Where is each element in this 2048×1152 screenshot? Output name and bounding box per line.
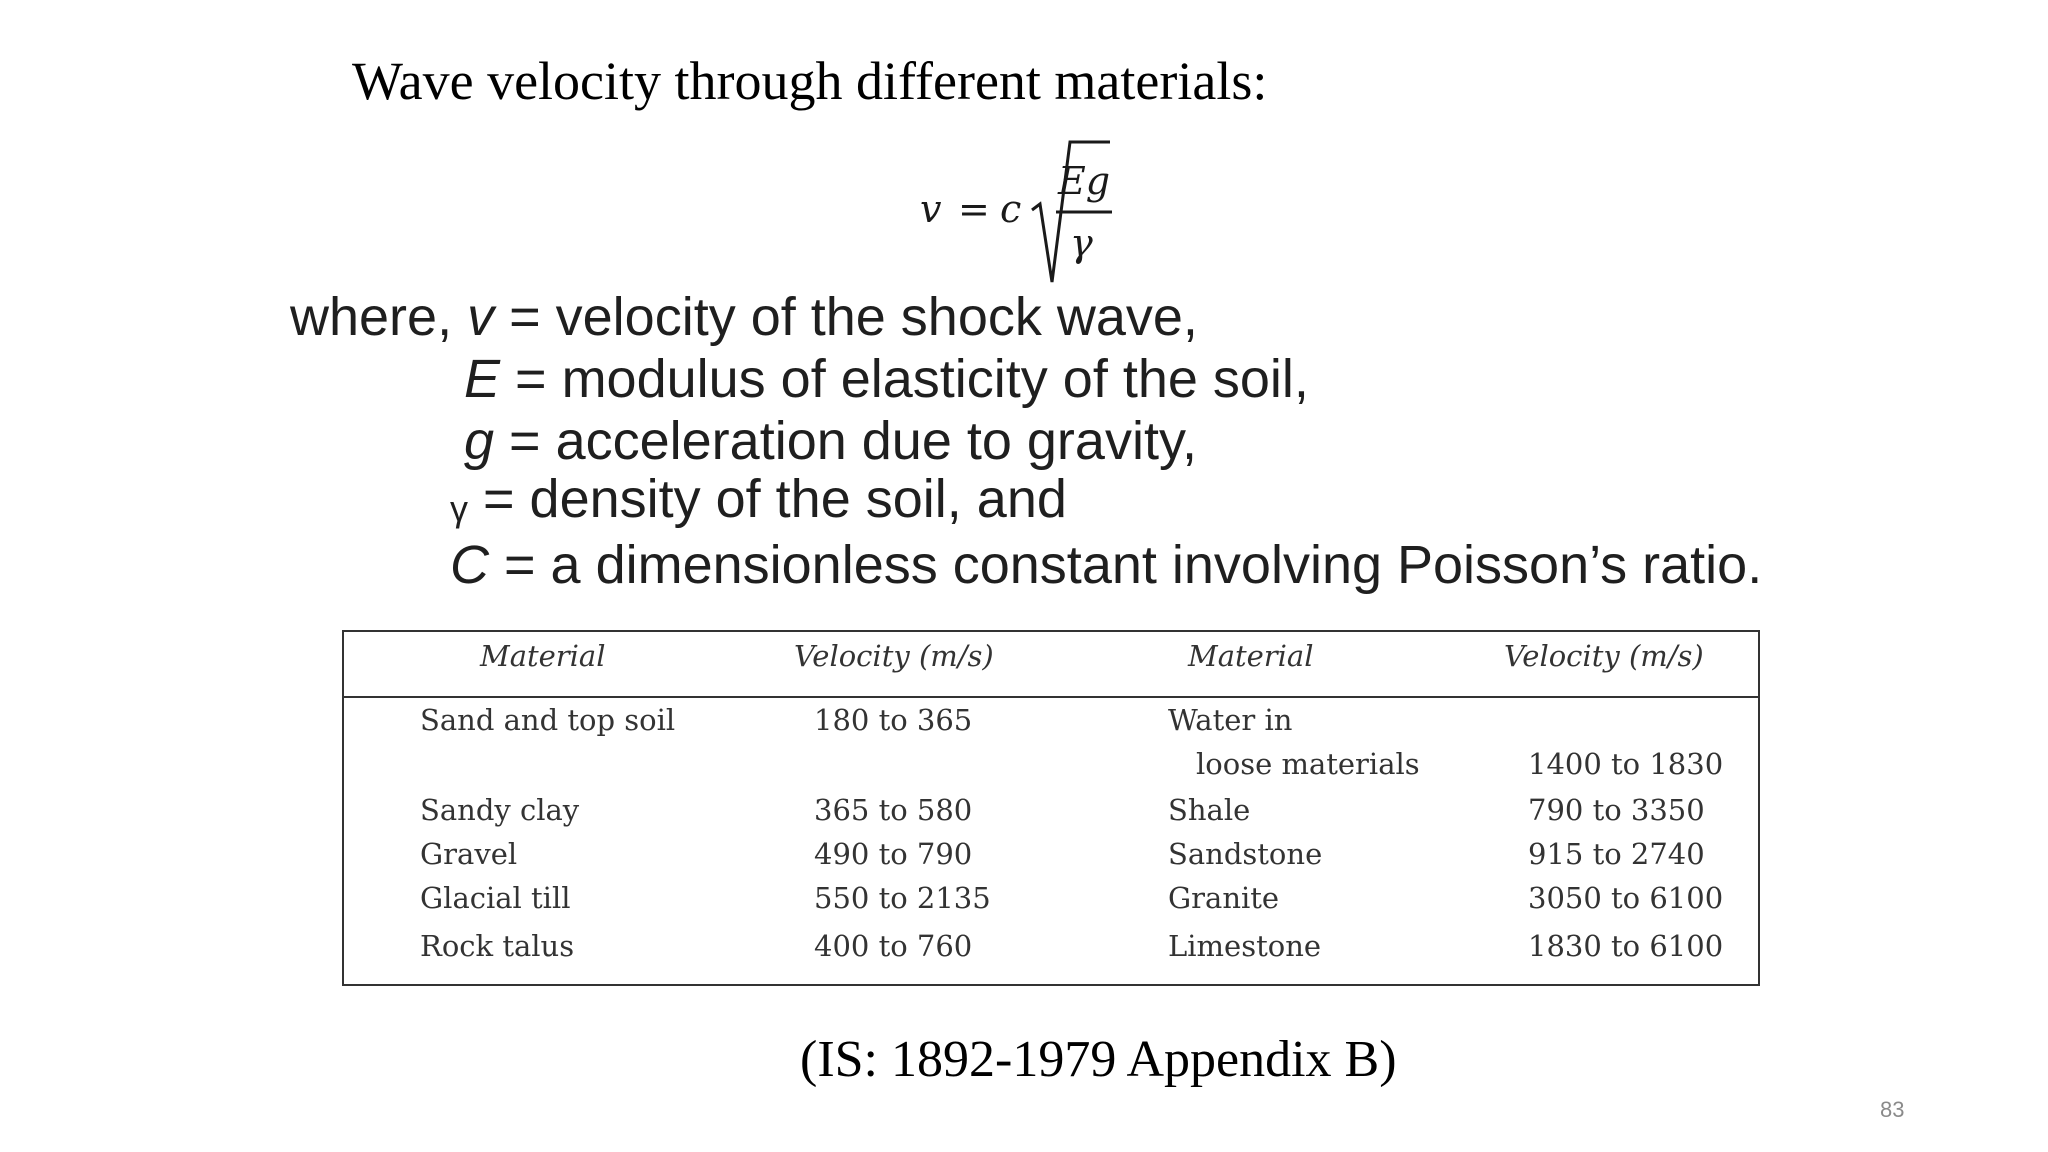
table-cell: Limestone <box>1168 929 1322 963</box>
slide-title: Wave velocity through different materials: <box>352 51 1268 111</box>
definition-symbol: γ <box>450 488 468 529</box>
column-header-velocity: Velocity (m/s) <box>794 639 994 673</box>
definition-text: = acceleration due to gravity, <box>494 411 1197 471</box>
formula-coefficient: c <box>1000 187 1022 231</box>
table-cell: Glacial till <box>420 881 571 915</box>
table-cell: 400 to 760 <box>814 929 973 963</box>
table-cell: Sandy clay <box>420 793 580 827</box>
table-cell: 790 to 3350 <box>1528 793 1705 827</box>
definition-g <box>464 410 1197 472</box>
definition-c <box>450 534 1762 596</box>
definition-symbol: g <box>464 411 495 471</box>
table-cell: 490 to 790 <box>814 837 973 871</box>
table-cell: Sandstone <box>1168 837 1323 871</box>
table-cell: Shale <box>1168 793 1251 827</box>
table-cell: loose materials <box>1196 747 1420 781</box>
formula-equals: = <box>958 187 990 231</box>
column-header-material: Material <box>1188 639 1314 673</box>
definition-symbol: C <box>450 535 489 595</box>
column-header-material: Material <box>480 639 606 673</box>
table-cell: 915 to 2740 <box>1528 837 1705 871</box>
definition-e <box>464 348 1309 410</box>
table-cell: Rock talus <box>420 929 575 963</box>
definition-symbol: v <box>467 287 495 347</box>
table-cell: 3050 to 6100 <box>1528 881 1724 915</box>
table-cell: Water in <box>1168 703 1293 737</box>
definition-text: = density of the soil, and <box>468 469 1067 529</box>
definition-symbol: E <box>464 349 501 409</box>
formula-denominator: γ <box>1070 221 1093 265</box>
table-cell: 1830 to 6100 <box>1528 929 1724 963</box>
table-cell: 1400 to 1830 <box>1528 747 1724 781</box>
velocity-table <box>342 630 1760 986</box>
column-header-velocity: Velocity (m/s) <box>1504 639 1704 673</box>
definition-prefix: where, <box>290 287 468 347</box>
definition-gamma <box>450 468 1067 540</box>
definition-text: = a dimensionless constant involving Poisson’s ratio. <box>489 535 1763 595</box>
definition-text: = modulus of elasticity of the soil, <box>500 349 1309 409</box>
definition-text: = velocity of the shock wave, <box>494 287 1198 347</box>
source-citation: (IS: 1892-1979 Appendix B) <box>800 1031 1397 1088</box>
formula-numerator: Eg <box>1058 159 1111 203</box>
table-cell: Sand and top soil <box>420 703 676 737</box>
page-number: 83 <box>1880 1097 1905 1122</box>
table-cell: Gravel <box>420 837 518 871</box>
table-cell: 550 to 2135 <box>814 881 991 915</box>
table-cell: 365 to 580 <box>814 793 973 827</box>
table-cell: Granite <box>1168 881 1280 915</box>
velocity-formula <box>910 132 1130 292</box>
formula-lhs: v <box>920 187 942 231</box>
definition-v <box>290 286 1198 348</box>
table-cell: 180 to 365 <box>814 703 973 737</box>
header-divider <box>344 696 1758 698</box>
